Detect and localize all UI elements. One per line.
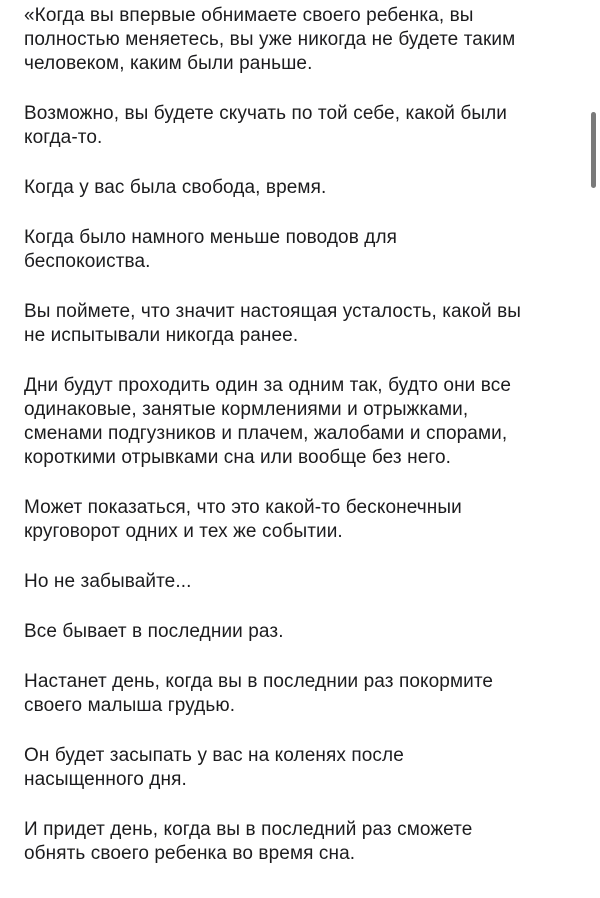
- paragraph-9: [24, 620, 584, 644]
- text-line: Но не забывайте...: [24, 571, 192, 592]
- text-line: И придет день, когда вы в последний раз сможете: [24, 819, 473, 840]
- paragraph-11: [24, 744, 584, 792]
- text-line: одинаковые, занятые кормлениями и отрыжками,: [24, 399, 469, 420]
- paragraph-6: [24, 374, 584, 470]
- text-line: Настанет день, когда вы в последнии раз покормите: [24, 671, 494, 692]
- paragraph-3: [24, 176, 584, 200]
- text-line: сменами подгузников и плачем, жалобами и спорами,: [24, 423, 508, 444]
- paragraph-2: [24, 102, 584, 150]
- text-line: не испытывали никогда ранее.: [24, 325, 299, 346]
- text-line: круговорот одних и тех же событии.: [24, 521, 343, 542]
- paragraph-12: [24, 818, 584, 866]
- paragraph-7: [24, 496, 584, 544]
- scrollbar-thumb[interactable]: [591, 112, 596, 188]
- text-line: насыщенного дня.: [24, 769, 187, 790]
- paragraph-8: [24, 570, 584, 594]
- paragraph-5: [24, 300, 584, 348]
- text-line: Дни будут проходить один за одним так, будто они все: [24, 375, 512, 396]
- text-line: Может показаться, что это какой-то бесконечныи: [24, 497, 462, 518]
- text-line: когда-то.: [24, 127, 103, 148]
- text-line: Он будет засыпать у вас на коленях после: [24, 745, 404, 766]
- text-line: Вы поймете, что значит настоящая усталость, какой вы: [24, 301, 522, 322]
- text-line: своего малыша грудью.: [24, 695, 236, 716]
- text-line: беспокоиства.: [24, 251, 151, 272]
- text-line: Возможно, вы будете скучать по той себе, какой были: [24, 103, 508, 124]
- article-text: [24, 0, 584, 892]
- text-line: обнять своего ребенка во время сна.: [24, 843, 356, 864]
- text-line: Когда было намного меньше поводов для: [24, 227, 398, 248]
- paragraph-4: [24, 226, 584, 274]
- paragraph-1: [24, 4, 584, 76]
- text-line: человеком, каким были раньше.: [24, 53, 313, 74]
- text-line: Все бывает в последнии раз.: [24, 621, 284, 642]
- paragraph-10: [24, 670, 584, 718]
- text-line: полностью меняетесь, вы уже никогда не будете таким: [24, 29, 516, 50]
- text-line: «Когда вы впервые обнимаете своего ребенка, вы: [24, 5, 474, 26]
- text-line: Когда у вас была свобода, время.: [24, 177, 327, 198]
- text-line: короткими отрывками сна или вообще без него.: [24, 447, 452, 468]
